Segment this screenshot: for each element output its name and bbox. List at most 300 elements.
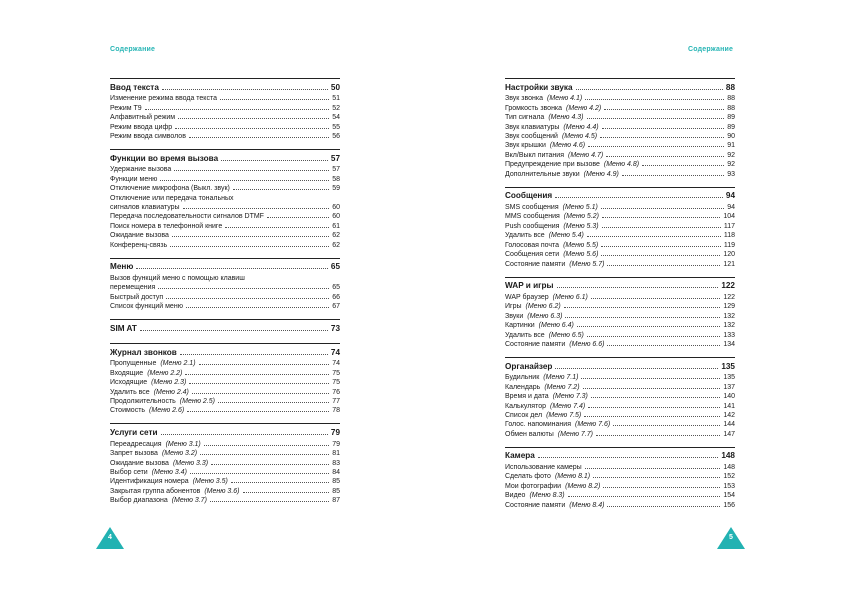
dot-leader — [243, 492, 330, 493]
entry-title — [505, 133, 597, 140]
entry-label: Режим ввода цифр — [110, 123, 173, 131]
entry-title — [505, 412, 581, 419]
toc-entry[interactable] — [505, 140, 735, 149]
entry-page-number: 79 — [332, 440, 340, 448]
entry-page-number: 65 — [332, 284, 340, 292]
entry-label: Сделать фото — [505, 473, 551, 481]
entry-page-number: 104 — [723, 213, 735, 221]
section-page-number: 94 — [725, 191, 735, 201]
dot-leader — [584, 416, 720, 417]
section-title: Настройки звука — [505, 82, 573, 92]
entry-label: Громкость звонка — [505, 104, 563, 112]
toc-section-heading[interactable] — [110, 424, 340, 437]
toc-section — [110, 258, 340, 311]
toc-entry[interactable] — [505, 220, 735, 229]
toc-entry[interactable] — [110, 164, 340, 173]
menu-reference: (Меню 5.5) — [563, 241, 599, 249]
toc-entry[interactable] — [505, 258, 735, 267]
menu-reference: (Меню 7.6) — [575, 421, 611, 429]
dot-leader — [585, 468, 721, 469]
toc-entry[interactable] — [505, 428, 735, 437]
menu-reference: (Меню 5.2) — [563, 213, 599, 221]
entry-page-number: 54 — [332, 114, 340, 122]
menu-reference: (Меню 3.7) — [171, 497, 207, 505]
entry-title — [505, 105, 601, 112]
entry-page-number: 94 — [727, 203, 735, 211]
entry-label: Быстрый доступ — [110, 293, 164, 301]
toc-entry[interactable] — [110, 467, 340, 476]
toc-section — [505, 78, 735, 178]
toc-entry[interactable] — [505, 329, 735, 338]
toc-entry[interactable] — [110, 173, 340, 182]
entry-label: Обмен валюты — [505, 430, 554, 438]
menu-reference: (Меню 3.5) — [192, 478, 228, 486]
toc-entry[interactable] — [110, 495, 340, 504]
entry-page-number: 134 — [723, 340, 735, 348]
section-gap — [505, 268, 735, 277]
dot-leader — [601, 255, 720, 256]
entry-label: Идентификация номера — [110, 478, 189, 486]
dot-leader — [189, 137, 329, 138]
menu-reference: (Меню 3.6) — [204, 487, 240, 495]
section-page-number: 65 — [330, 262, 340, 272]
menu-reference: (Меню 2.3) — [151, 379, 187, 387]
entry-title — [110, 478, 228, 485]
dot-leader — [602, 227, 721, 228]
entry-title — [110, 398, 215, 405]
entry-label: Режим T9 — [110, 104, 142, 112]
entry-label: Выбор сети — [110, 468, 148, 476]
menu-reference: (Меню 5.6) — [563, 251, 599, 259]
dot-leader — [166, 298, 329, 299]
toc-section-heading[interactable] — [505, 448, 735, 461]
entry-page-number: 78 — [332, 407, 340, 415]
section-page-number: 57 — [330, 153, 340, 163]
entry-page-number: 88 — [727, 104, 735, 112]
entry-page-number: 135 — [723, 374, 735, 382]
entry-title — [505, 473, 590, 480]
entry-title — [110, 488, 240, 495]
toc-section-heading[interactable] — [110, 320, 340, 333]
section-page-number: 73 — [330, 323, 340, 333]
entry-label: WAP браузер — [505, 293, 549, 301]
menu-reference: (Меню 4.1) — [547, 95, 583, 103]
toc-entry[interactable] — [110, 282, 340, 291]
entry-label: Продолжительность — [110, 397, 176, 405]
entry-title — [110, 379, 186, 386]
dot-leader — [170, 246, 329, 247]
entry-title: Отключение или передача тональных — [110, 194, 234, 202]
entry-title — [505, 374, 578, 381]
toc-entry[interactable] — [505, 102, 735, 111]
toc-entry[interactable] — [505, 202, 735, 211]
entry-label: Голос. напоминания — [505, 421, 571, 429]
entry-label: Ожидание вызова — [110, 459, 169, 467]
section-page-number: 122 — [721, 281, 735, 291]
entry-label: Пропущенные — [110, 360, 157, 368]
dot-leader — [187, 411, 329, 412]
dot-leader — [576, 89, 723, 90]
toc-entry[interactable] — [110, 301, 340, 310]
toc-entry[interactable] — [505, 320, 735, 329]
entry-page-number: 152 — [723, 473, 735, 481]
section-gap — [505, 178, 735, 187]
dot-leader — [557, 287, 719, 288]
entry-title — [505, 341, 604, 348]
entry-title — [110, 284, 155, 291]
toc-section — [110, 319, 340, 333]
menu-reference: (Меню 8.1) — [554, 473, 591, 481]
entry-page-number: 137 — [723, 383, 735, 391]
entry-label: Конференц-связь — [110, 241, 168, 249]
entry-title — [110, 450, 197, 457]
toc-entry[interactable] — [110, 396, 340, 405]
dot-leader — [267, 217, 329, 218]
dot-leader — [185, 374, 329, 375]
entry-title — [110, 460, 208, 467]
dot-leader — [220, 99, 329, 100]
toc-entry[interactable] — [505, 211, 735, 220]
entry-label: Тип сигнала — [505, 114, 545, 122]
section-title: SIM AT — [110, 323, 137, 333]
dot-leader — [172, 236, 329, 237]
dot-leader — [210, 501, 329, 502]
entry-label: Дополнительные звуки — [505, 170, 580, 178]
right-running-header: Содержание — [688, 46, 734, 53]
entry-page-number: 62 — [332, 241, 340, 249]
section-gap — [110, 140, 340, 149]
toc-section — [110, 423, 340, 504]
entry-label: Выбор диапазона — [110, 497, 168, 505]
entry-label: Звук сообщений — [505, 132, 558, 140]
entry-label: MMS сообщения — [505, 213, 560, 221]
toc-entry[interactable] — [505, 471, 735, 480]
dot-leader — [607, 506, 720, 507]
section-title: Функции во время вызова — [110, 153, 219, 163]
entry-title — [505, 313, 562, 320]
entry-title — [110, 497, 207, 504]
menu-reference: (Меню 6.2) — [525, 303, 561, 311]
menu-reference: (Меню 5.4) — [548, 232, 584, 240]
toc-entry[interactable] — [110, 112, 340, 121]
toc-entry[interactable] — [505, 391, 735, 400]
toc-entry[interactable] — [110, 405, 340, 414]
dot-leader — [600, 137, 724, 138]
dot-leader — [593, 477, 720, 478]
toc-entry[interactable] — [505, 490, 735, 499]
toc-entry[interactable] — [505, 121, 735, 130]
left-running-header: Содержание — [110, 46, 156, 53]
entry-title — [505, 322, 574, 329]
dot-leader — [161, 434, 328, 435]
entry-page-number: 89 — [727, 123, 735, 131]
section-gap — [505, 348, 735, 357]
entry-title — [110, 176, 157, 183]
entry-page-number: 52 — [332, 104, 340, 112]
section-title: Меню — [110, 262, 134, 272]
entry-title — [505, 95, 582, 102]
entry-page-number: 156 — [723, 501, 735, 509]
section-title: Журнал звонков — [110, 347, 177, 357]
dot-leader — [178, 118, 329, 119]
section-gap — [110, 414, 340, 423]
menu-reference: (Меню 7.5) — [546, 411, 582, 419]
toc-entry[interactable] — [505, 372, 735, 381]
entry-label: Звук клавиатуры — [505, 123, 560, 131]
entry-page-number: 117 — [723, 222, 735, 230]
toc-entry[interactable] — [505, 168, 735, 177]
entry-page-number: 141 — [723, 402, 735, 410]
entry-title — [110, 389, 189, 396]
toc-entry-first-line[interactable] — [110, 272, 340, 281]
entry-page-number: 51 — [332, 95, 340, 103]
entry-label: Состояние памяти — [505, 501, 566, 509]
toc-entry[interactable] — [110, 230, 340, 239]
dot-leader — [588, 407, 720, 408]
toc-section-heading[interactable] — [110, 150, 340, 163]
entry-title — [505, 502, 604, 509]
section-title: WAP и игры — [505, 281, 554, 291]
dot-leader — [564, 307, 721, 308]
toc-entry[interactable] — [110, 476, 340, 485]
toc-section-heading[interactable] — [110, 344, 340, 357]
toc-entry[interactable] — [505, 339, 735, 348]
toc-entry[interactable] — [110, 183, 340, 192]
toc-entry[interactable] — [505, 131, 735, 140]
toc-section-heading[interactable] — [110, 79, 340, 92]
entry-title — [110, 232, 169, 239]
entry-page-number: 85 — [332, 487, 340, 495]
toc-section-heading[interactable] — [505, 358, 735, 371]
toc-entry[interactable] — [505, 239, 735, 248]
entry-label: Удалить все — [505, 232, 545, 240]
toc-entry[interactable] — [110, 448, 340, 457]
toc-entry[interactable] — [110, 377, 340, 386]
toc-entry[interactable] — [505, 410, 735, 419]
dot-leader — [231, 482, 329, 483]
entry-label: Список дел — [505, 411, 543, 419]
toc-section-heading[interactable] — [505, 79, 735, 92]
entry-page-number: 91 — [727, 142, 735, 150]
entry-page-number: 92 — [727, 151, 735, 159]
entry-label: Список функций меню — [110, 303, 183, 311]
entry-page-number: 153 — [723, 482, 735, 490]
section-title: Сообщения — [505, 191, 553, 201]
toc-entry[interactable] — [110, 386, 340, 395]
dot-leader — [596, 435, 720, 436]
dot-leader — [140, 330, 328, 331]
entry-label: Закрытая группа абонентов — [110, 487, 201, 495]
section-page-number: 74 — [330, 347, 340, 357]
entry-page-number: 118 — [723, 232, 735, 240]
section-gap — [110, 249, 340, 258]
menu-reference: (Меню 5.1) — [562, 203, 598, 211]
entry-title — [505, 232, 584, 239]
toc-section-heading[interactable] — [505, 278, 735, 291]
entry-page-number: 132 — [723, 312, 735, 320]
menu-reference: (Меню 2.6) — [149, 407, 185, 415]
entry-page-number: 144 — [723, 421, 735, 429]
entry-title — [110, 213, 264, 220]
entry-label: Звуки — [505, 312, 524, 320]
entry-title — [110, 370, 182, 377]
toc-entry[interactable] — [505, 480, 735, 489]
dot-leader — [606, 156, 724, 157]
entry-page-number: 58 — [332, 175, 340, 183]
toc-entry[interactable] — [505, 499, 735, 508]
entry-label: Функции меню — [110, 175, 158, 183]
entry-page-number: 88 — [727, 95, 735, 103]
toc-entry[interactable] — [110, 220, 340, 229]
entry-title — [110, 223, 222, 230]
toc-entry[interactable] — [505, 381, 735, 390]
entry-label: Исходящие — [110, 379, 148, 387]
entry-label: Время и дата — [505, 393, 549, 401]
dot-leader — [175, 128, 329, 129]
menu-reference: (Меню 2.5) — [179, 397, 215, 405]
toc-entry[interactable] — [505, 230, 735, 239]
menu-reference: (Меню 3.1) — [165, 440, 201, 448]
menu-reference: (Меню 7.2) — [544, 383, 580, 391]
dot-leader — [145, 109, 330, 110]
menu-reference: (Меню 4.6) — [549, 142, 586, 150]
toc-entry[interactable] — [110, 239, 340, 248]
toc-entry[interactable] — [110, 202, 340, 211]
dot-leader — [221, 160, 328, 161]
entry-page-number: 57 — [332, 166, 340, 174]
menu-reference: (Меню 4.5) — [561, 132, 598, 140]
toc-section — [110, 78, 340, 140]
dot-leader — [587, 336, 720, 337]
entry-title — [110, 294, 163, 301]
dot-leader — [565, 317, 720, 318]
toc-entry[interactable] — [110, 358, 340, 367]
menu-reference: (Меню 7.7) — [557, 430, 593, 438]
toc-entry[interactable] — [505, 249, 735, 258]
toc-entry[interactable] — [110, 485, 340, 494]
toc-section — [505, 357, 735, 438]
entry-page-number: 56 — [332, 132, 340, 140]
entry-page-number: 132 — [723, 322, 735, 330]
entry-title — [505, 251, 598, 258]
toc-entry[interactable] — [110, 367, 340, 376]
dot-leader — [604, 109, 724, 110]
toc-entry[interactable] — [110, 457, 340, 466]
entry-title — [110, 133, 186, 140]
section-page-number: 148 — [721, 451, 735, 461]
section-gap — [110, 310, 340, 319]
section-gap — [110, 334, 340, 343]
entry-page-number: 140 — [723, 393, 735, 401]
toc-entry[interactable] — [110, 121, 340, 130]
entry-page-number: 87 — [332, 497, 340, 505]
dot-leader — [160, 180, 329, 181]
entry-title — [110, 185, 230, 192]
entry-label: Изменение режима ввода текста — [110, 95, 217, 103]
entry-page-number: 60 — [332, 213, 340, 221]
entry-page-number: 89 — [727, 114, 735, 122]
toc-entry[interactable] — [505, 291, 735, 300]
menu-reference: (Меню 7.1) — [543, 374, 579, 382]
entry-title — [505, 161, 639, 168]
toc-entry[interactable] — [110, 102, 340, 111]
dot-leader — [607, 265, 720, 266]
entry-page-number: 62 — [332, 232, 340, 240]
entry-page-number: 83 — [332, 459, 340, 467]
entry-title — [110, 469, 187, 476]
toc-section — [110, 343, 340, 414]
toc-section-heading[interactable] — [110, 259, 340, 272]
entry-title — [505, 393, 588, 400]
dot-leader — [591, 397, 720, 398]
section-page-number: 88 — [725, 82, 735, 92]
entry-title — [505, 204, 598, 211]
menu-reference: (Меню 4.2) — [566, 104, 602, 112]
toc-entry[interactable] — [110, 211, 340, 220]
entry-title — [110, 95, 217, 102]
toc-entry[interactable] — [505, 400, 735, 409]
toc-entry[interactable] — [505, 93, 735, 102]
entry-title — [505, 242, 598, 249]
dot-leader — [603, 487, 720, 488]
entry-label: SMS сообщения — [505, 203, 559, 211]
toc-entry-first-line[interactable] — [110, 192, 340, 201]
dot-leader — [199, 364, 330, 365]
entry-label: Push сообщения — [505, 222, 560, 230]
toc-entry[interactable] — [505, 419, 735, 428]
entry-title: Вызов функций меню с помощью клавиш — [110, 274, 245, 282]
toc-entry[interactable] — [110, 291, 340, 300]
entry-page-number: 55 — [332, 123, 340, 131]
toc-entry[interactable] — [505, 149, 735, 158]
dot-leader — [622, 175, 724, 176]
section-title: Органайзер — [505, 361, 553, 371]
menu-reference: (Меню 6.6) — [569, 340, 605, 348]
toc-entry[interactable] — [505, 462, 735, 471]
dot-leader — [588, 146, 724, 147]
dot-leader — [190, 473, 329, 474]
entry-title — [505, 332, 584, 339]
entry-label: Режим ввода символов — [110, 132, 186, 140]
toc-entry[interactable] — [110, 438, 340, 447]
toc-entry[interactable] — [505, 301, 735, 310]
dot-leader — [607, 345, 720, 346]
menu-reference: (Меню 6.4) — [538, 322, 574, 330]
toc-entry[interactable] — [505, 159, 735, 168]
dot-leader — [218, 402, 329, 403]
toc-entry[interactable] — [110, 93, 340, 102]
entry-page-number: 133 — [723, 331, 735, 339]
dot-leader — [583, 388, 721, 389]
entry-title — [110, 204, 180, 211]
entry-page-number: 92 — [727, 161, 735, 169]
entry-label: Удалить все — [110, 388, 150, 396]
entry-label: Картинки — [505, 322, 535, 330]
toc-section-heading[interactable] — [505, 188, 735, 201]
entry-label: Переадресация — [110, 440, 162, 448]
toc-entry[interactable] — [505, 310, 735, 319]
dot-leader — [186, 307, 329, 308]
entry-page-number: 120 — [723, 251, 735, 259]
toc-entry[interactable] — [110, 131, 340, 140]
dot-leader — [602, 128, 725, 129]
entry-label: Вкл/Выкл питания — [505, 151, 564, 159]
entry-title — [110, 242, 167, 249]
toc-entry[interactable] — [505, 112, 735, 121]
menu-reference: (Меню 4.8) — [603, 161, 640, 169]
entry-title — [505, 142, 585, 149]
entry-label: сигналов клавиатуры — [110, 203, 180, 211]
